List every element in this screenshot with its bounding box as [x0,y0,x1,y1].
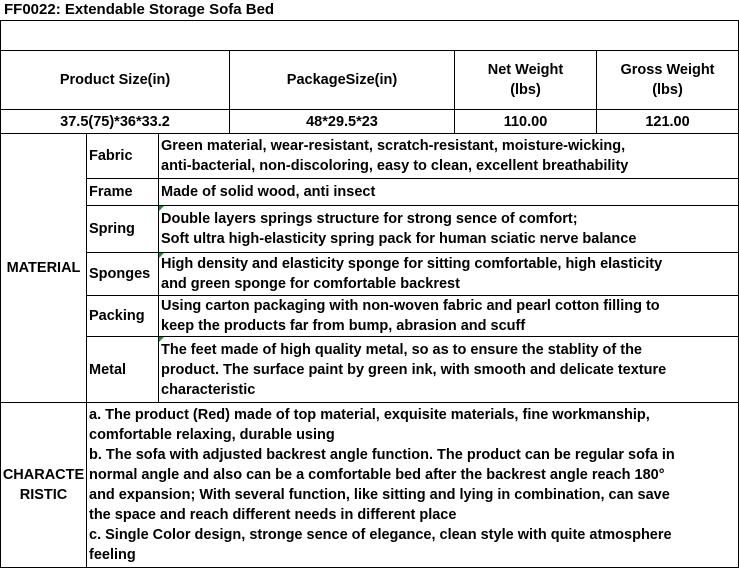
material-sponges-label: Sponges [87,253,159,296]
product-size-header: Product Size(in) [1,51,230,110]
net-weight-header [455,51,597,110]
material-frame-label: Frame [87,179,159,206]
material-packing-desc [159,296,739,337]
package-size-value: 48*29.5*23 [230,110,455,134]
characteristic-label-line-1: CHARACTE [2,467,85,483]
gross-weight-value: 121.00 [597,110,739,134]
net-weight-header-line-1: Net Weight [487,62,564,78]
characteristic-line-2: comfortable relaxing, durable using [89,427,335,443]
material-metal-line-3: characteristic [161,381,256,398]
characteristic-line-3: b. The sofa with adjusted backrest angle function. The product can be regular sofa in [89,447,675,463]
characteristic-line-7: c. Single Color design, stronge sence of elegance, clean style with quite atmosphere [89,527,672,543]
material-row-metal [1,337,739,403]
characteristic-line-5: and expansion; With several function, like sitting and lying in combination, can save [89,487,670,503]
spec-sheet-table [0,20,739,568]
material-spring-label: Spring [87,206,159,253]
material-packing-line-2: keep the products far from bump, abrasion and scuff [161,318,526,334]
material-metal-desc [159,337,739,403]
net-weight-value: 110.00 [455,110,597,134]
package-size-header: PackageSize(in) [230,51,455,110]
characteristic-line-1: a. The product (Red) made of top material, exquisite materials, fine workmanship, [89,407,650,423]
material-fabric-line-1: Green material, wear-resistant, scratch-resistant, moisture-wicking, [161,138,626,154]
gross-weight-header-line-2: (lbs) [652,82,683,98]
characteristic-line-6: the space and reach different needs in different place [89,507,457,523]
material-row-spring [1,206,739,253]
material-metal-line-1: The feet made of high quality metal, so as to ensure the stablity of the [161,341,642,358]
characteristic-label-line-2: RISTIC [19,487,68,503]
blank-row [1,21,739,51]
material-packing-label: Packing [87,296,159,337]
material-spring-line-1: Double layers springs structure for strong sence of comfort; [161,211,578,227]
material-sponges-line-1: High density and elasticity sponge for sitting comfortable, high elasticity [161,256,663,272]
material-frame-line-1: Made of solid wood, anti insect [161,184,376,200]
header-row [1,51,739,110]
material-fabric-line-2: anti-bacterial, non-discoloring, easy to clean, excellent breathability [161,158,629,174]
material-row-packing [1,296,739,337]
material-sponges-line-2: and green sponge for comfortable backrest [161,276,460,292]
material-metal-line-2: product. The surface paint by green ink, with smooth and delicate texture [161,361,667,378]
values-row [1,110,739,134]
gross-weight-header-line-1: Gross Weight [620,62,715,78]
characteristic-desc [87,403,739,568]
characteristic-line-4: normal angle and also can be a comfortable bed after the backrest angle reach 180° [89,467,665,483]
material-packing-line-1: Using carton packaging with non-woven fabric and pearl cotton filling to [161,298,660,314]
material-fabric-desc [159,134,739,179]
document-title: FF0022: Extendable Storage Sofa Bed [4,1,275,18]
material-spring-desc [159,206,739,253]
net-weight-header-line-2: (lbs) [510,82,541,98]
material-row-frame [1,179,739,206]
gross-weight-header [597,51,739,110]
material-metal-label: Metal [87,337,159,403]
characteristic-section-label [1,403,87,568]
product-size-value: 37.5(75)*36*33.2 [1,110,230,134]
blank-cell [1,21,739,51]
material-frame-desc [159,179,739,206]
characteristic-row [1,403,739,568]
material-row-fabric [1,134,739,179]
material-sponges-desc [159,253,739,296]
material-spring-line-2: Soft ultra high-elasticity spring pack for human sciatic nerve balance [161,231,637,247]
characteristic-line-8: feeling [89,547,136,563]
material-row-sponges [1,253,739,296]
material-fabric-label: Fabric [87,134,159,179]
material-section-label: MATERIAL [1,134,87,403]
